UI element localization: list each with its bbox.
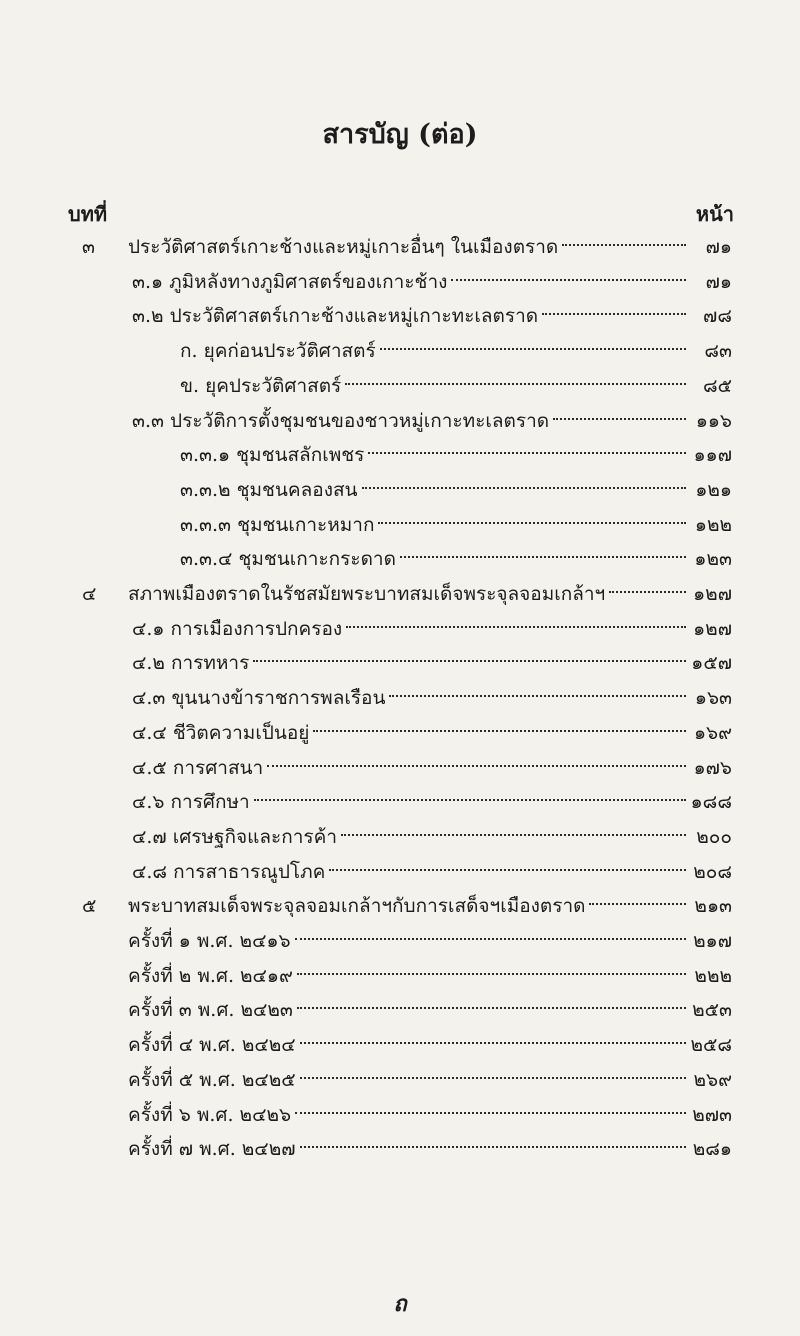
dot-leader: [346, 626, 686, 628]
entry-title: ครั้งที่ ๗ พ.ศ. ๒๔๒๗: [128, 1138, 296, 1161]
entry-title: ๓.๒ ประวัติศาสตร์เกาะช้างและหมู่เกาะทะเลตราด: [132, 305, 539, 328]
toc-entry: [0, 542, 800, 576]
toc-entry: [0, 230, 800, 264]
chapter-number: ๓: [82, 236, 95, 258]
entry-title: ๓.๓.๑ ชุมชนสลักเพชร: [180, 444, 365, 467]
entry-title: ครั้งที่ ๓ พ.ศ. ๒๔๒๓: [128, 999, 293, 1022]
dot-leader: [368, 452, 686, 454]
entry-title: ครั้งที่ ๕ พ.ศ. ๒๔๒๕: [128, 1068, 296, 1091]
toc-entry: [0, 751, 800, 785]
chapter-column-header: บทที่: [68, 202, 108, 226]
entry-title: ๔.๗ เศรษฐกิจและการค้า: [132, 825, 338, 848]
entry-title: ๓.๓.๓ ชุมชนเกาะหมาก: [180, 513, 375, 536]
dot-leader: [562, 244, 686, 246]
entry-page-number: ๒๕๘: [690, 1034, 732, 1057]
entry-page-number: ๑๖๓: [694, 687, 732, 710]
toc-entry: [0, 959, 800, 993]
entry-page-number: ๒๒๒: [694, 964, 732, 987]
toc-entry: [0, 1028, 800, 1062]
entry-title: ๓.๓ ประวัติการตั้งชุมชนของชาวหมู่เกาะทะเลตราด: [132, 409, 550, 432]
dot-leader: [553, 418, 686, 420]
entry-title: ๔.๘ การสาธารณูปโภค: [132, 860, 326, 883]
toc-entry: [0, 855, 800, 889]
toc-entry-line: [128, 993, 732, 1027]
entry-title: ๔.๑ การเมืองการปกครอง: [132, 617, 343, 640]
toc-entry: [0, 716, 800, 750]
dot-leader: [267, 765, 686, 767]
toc-entry-line: [132, 612, 732, 646]
dot-leader: [341, 834, 686, 836]
entry-title: สภาพเมืองตราดในรัชสมัยพระบาทสมเด็จพระจุลจอมเกล้าฯ: [128, 583, 606, 605]
dot-leader: [378, 522, 686, 524]
entry-page-number: ๑๒๗: [693, 617, 732, 640]
entry-page-number: ๑๒๗: [693, 583, 732, 605]
toc-entry-line: [132, 785, 732, 819]
entry-page-number: ๒๘๑: [692, 1138, 732, 1161]
entry-page-number: ๒๗๓: [692, 1103, 732, 1126]
toc-entry-line: [128, 924, 732, 958]
dot-leader: [300, 1146, 686, 1148]
dot-leader: [380, 348, 686, 350]
entry-title: ครั้งที่ ๔ พ.ศ. ๒๔๒๔: [128, 1034, 296, 1057]
toc-entry-line: [180, 473, 732, 507]
dot-leader: [400, 556, 686, 558]
dot-leader: [542, 313, 686, 315]
toc-entry-line: [128, 1132, 732, 1166]
toc-entry: [0, 612, 800, 646]
dot-leader: [295, 1112, 686, 1114]
toc-entry: [0, 1098, 800, 1132]
dot-leader: [297, 1007, 686, 1009]
entry-page-number: ๒๑๗: [693, 930, 732, 952]
toc-entry-line: [132, 751, 732, 785]
toc-entry: [0, 993, 800, 1027]
entry-page-number: ๒๐๐: [696, 825, 732, 848]
toc-entry: [0, 369, 800, 403]
entry-page-number: ๑๒๒: [694, 513, 732, 536]
entry-page-number: ๑๕๗: [691, 652, 732, 675]
entry-title: ๔.๖ การศึกษา: [132, 791, 250, 814]
chapter-number: ๔: [82, 583, 97, 605]
toc-entry-line: [128, 1063, 732, 1097]
toc-entry-line: [180, 369, 732, 403]
entry-title: ก. ยุคก่อนประวัติศาสตร์: [180, 340, 376, 363]
toc-entry-line: [132, 681, 732, 715]
toc-entry-line: [128, 889, 732, 923]
toc-entry: [0, 820, 800, 854]
toc-entry-line: [180, 438, 732, 472]
toc-entry: [0, 473, 800, 507]
entry-page-number: ๑๑๗: [693, 444, 732, 467]
dot-leader: [362, 487, 686, 489]
entry-page-number: ๗๑: [705, 270, 732, 293]
page-column-header: หน้า: [695, 202, 734, 226]
entry-title: ครั้งที่ ๒ พ.ศ. ๒๔๑๙: [128, 964, 293, 987]
toc-entry-line: [128, 1028, 732, 1062]
toc-entry: [0, 889, 800, 923]
entry-title: ๓.๑ ภูมิหลังทางภูมิศาสตร์ของเกาะช้าง: [132, 270, 448, 293]
dot-leader: [254, 799, 686, 801]
toc-entry-line: [128, 1098, 732, 1132]
toc-entry-line: [132, 404, 732, 438]
entry-page-number: ๗๑: [705, 236, 732, 258]
entry-page-number: ๗๘: [703, 305, 732, 328]
page-title: สารบัญ (ต่อ): [322, 119, 478, 150]
toc-entry: [0, 646, 800, 680]
toc-entry-line: [128, 230, 732, 264]
toc-entry: [0, 334, 800, 368]
toc-entry-line: [132, 820, 732, 854]
toc-entry: [0, 404, 800, 438]
dot-leader: [300, 1042, 686, 1044]
toc-entry-line: [132, 716, 732, 750]
page-number-footer: ถ: [393, 1291, 407, 1317]
toc-entry: [0, 924, 800, 958]
toc-entry: [0, 299, 800, 333]
chapter-number: ๕: [82, 895, 97, 918]
toc-entry-line: [132, 646, 732, 680]
toc-entry: [0, 785, 800, 819]
entry-title: ๔.๕ การศาสนา: [132, 756, 264, 779]
dot-leader: [329, 869, 686, 871]
toc-entry: [0, 1063, 800, 1097]
entry-title: ๔.๓ ขุนนางข้าราชการพลเรือน: [132, 687, 386, 710]
entry-page-number: ๒๐๘: [693, 860, 732, 883]
dot-leader: [295, 938, 686, 940]
entry-page-number: ๒๕๓: [692, 999, 732, 1022]
entry-page-number: ๑๒๓: [694, 548, 732, 571]
entry-page-number: ๘๕: [702, 374, 732, 397]
entry-title: ครั้งที่ ๑ พ.ศ. ๒๔๑๖: [128, 930, 291, 952]
toc-entry-line: [132, 299, 732, 333]
entry-page-number: ๑๑๖: [695, 409, 732, 432]
dot-leader: [389, 695, 686, 697]
toc-entry: [0, 438, 800, 472]
dot-leader: [451, 279, 686, 281]
dot-leader: [297, 973, 686, 975]
entry-page-number: ๑๘๘: [690, 791, 732, 814]
entry-title: ข. ยุคประวัติศาสตร์: [180, 374, 342, 397]
entry-page-number: ๒๖๙: [693, 1068, 732, 1091]
entry-page-number: ๑๖๙: [693, 721, 732, 744]
entry-page-number: ๘๓: [704, 340, 732, 363]
toc-entry-line: [132, 265, 732, 299]
dot-leader: [300, 1077, 686, 1079]
entry-title: ๓.๓.๒ ชุมชนคลองสน: [180, 478, 358, 501]
toc-entry-line: [180, 508, 732, 542]
entry-title: ครั้งที่ ๖ พ.ศ. ๒๔๒๖: [128, 1103, 292, 1126]
toc-entry-line: [128, 577, 732, 611]
toc-entry-line: [180, 542, 732, 576]
entry-title: ประวัติศาสตร์เกาะช้างและหมู่เกาะอื่นๆ ในเมืองตราด: [128, 236, 559, 258]
toc-entry: [0, 577, 800, 611]
dot-leader: [345, 383, 686, 385]
dot-leader: [589, 903, 686, 905]
toc-entry-line: [128, 959, 732, 993]
entry-page-number: ๒๑๓: [694, 895, 732, 918]
dot-leader: [609, 591, 686, 593]
toc-entry-line: [132, 855, 732, 889]
entry-title: ๓.๓.๔ ชุมชนเกาะกระดาด: [180, 548, 396, 571]
toc-entry: [0, 681, 800, 715]
entry-page-number: ๑๗๖: [693, 756, 732, 779]
dot-leader: [253, 660, 686, 662]
dot-leader: [313, 730, 686, 732]
entry-title: พระบาทสมเด็จพระจุลจอมเกล้าฯกับการเสด็จฯเมืองตราด: [128, 895, 586, 918]
toc-entry: [0, 265, 800, 299]
toc-entry: [0, 1132, 800, 1166]
entry-page-number: ๑๒๑: [695, 478, 732, 501]
entry-title: ๔.๒ การทหาร: [132, 652, 250, 675]
toc-entry: [0, 508, 800, 542]
toc-entry-line: [180, 334, 732, 368]
entry-title: ๔.๔ ชีวิตความเป็นอยู่: [132, 721, 310, 744]
